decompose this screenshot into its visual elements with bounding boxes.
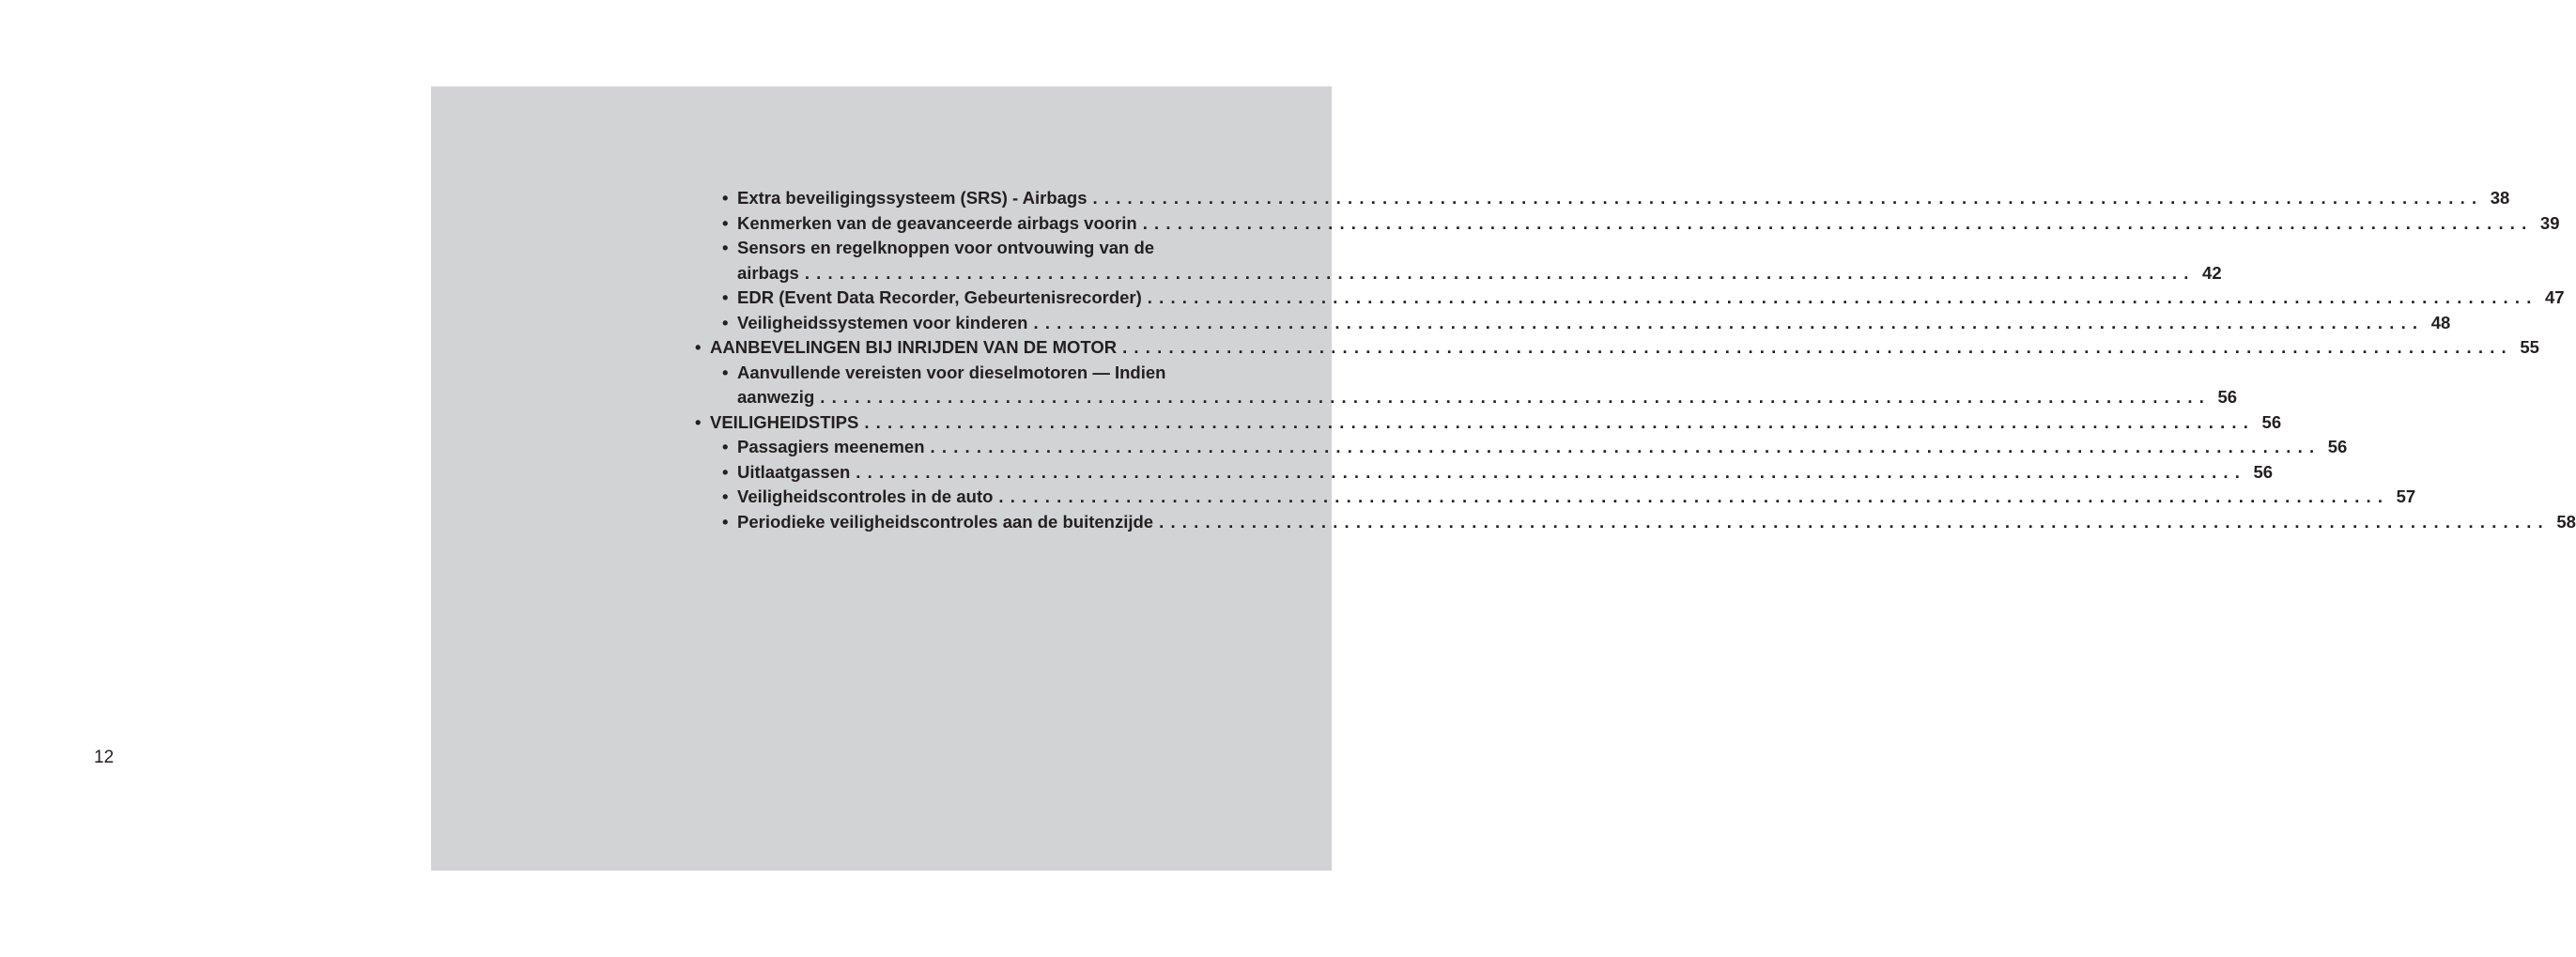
bullet-icon: • <box>722 362 729 382</box>
bullet-icon: • <box>722 461 729 482</box>
leader-dots: ........................................................................................................................ <box>864 411 2256 432</box>
toc-entry-label: aanwezig <box>737 387 815 407</box>
leader-dots: ........................................................................................................................ <box>930 437 2321 456</box>
toc-entry[interactable] <box>695 361 2238 410</box>
toc-section[interactable] <box>695 335 2539 361</box>
toc-section-label: AANBEVELINGEN BIJ INRIJDEN VAN DE MOTOR <box>710 337 1118 357</box>
bullet-icon: • <box>722 437 729 456</box>
leader-dots: ........................................................................................................................ <box>1159 511 2550 532</box>
toc-entry-label: Kenmerken van de geavanceerde airbags voorin <box>737 212 1137 233</box>
leader-dots: ........................................................................................................................ <box>1092 188 2484 208</box>
bullet-icon: • <box>722 212 729 233</box>
toc-entry[interactable] <box>695 186 2510 211</box>
toc-entry[interactable] <box>695 460 2274 486</box>
toc-entry-page: 56 <box>2217 387 2238 407</box>
table-of-contents <box>695 186 2576 534</box>
bullet-icon: • <box>722 511 729 532</box>
toc-entry[interactable] <box>695 311 2451 336</box>
page-number: 12 <box>94 748 115 767</box>
toc-entry[interactable] <box>695 435 2348 460</box>
toc-entry-page: 38 <box>2490 188 2510 208</box>
leader-dots: ........................................................................................................................ <box>804 262 2196 283</box>
toc-entry-page: 47 <box>2545 287 2565 307</box>
toc-section-page: 55 <box>2520 337 2539 357</box>
bullet-icon: • <box>722 312 729 332</box>
toc-entry-page: 57 <box>2396 486 2416 506</box>
toc-entry-page: 56 <box>2327 437 2348 456</box>
toc-entry-page: 58 <box>2556 511 2576 532</box>
toc-section-page: 56 <box>2261 411 2282 432</box>
leader-dots: ........................................................................................................................ <box>1033 312 2425 332</box>
leader-dots: ........................................................................................................................ <box>1147 287 2538 307</box>
bullet-icon: • <box>722 188 729 208</box>
toc-entry-label-line1: Aanvullende vereisten voor dieselmotoren — Indien <box>737 362 1166 382</box>
bullet-icon: • <box>695 411 702 432</box>
toc-entry-label: EDR (Event Data Recorder, Gebeurtenisrecorder) <box>737 287 1142 307</box>
toc-entry-label: Veiligheidssystemen voor kinderen <box>737 312 1028 332</box>
toc-entry-page: 39 <box>2539 212 2560 233</box>
leader-dots: ........................................................................................................................ <box>1122 337 2513 357</box>
leader-dots: ........................................................................................................................ <box>820 387 2212 407</box>
toc-entry[interactable] <box>695 485 2416 510</box>
bullet-icon: • <box>722 238 729 257</box>
toc-entry-page: 48 <box>2430 312 2451 332</box>
toc-section[interactable] <box>695 410 2282 436</box>
bullet-icon: • <box>695 337 702 357</box>
toc-entry-label: Veiligheidscontroles in de auto <box>737 486 994 506</box>
toc-entry-label: Uitlaatgassen <box>737 461 851 482</box>
leader-dots: ........................................................................................................................ <box>856 461 2247 482</box>
toc-entry-page: 42 <box>2202 262 2222 283</box>
leader-dots: ........................................................................................................................ <box>1142 212 2534 233</box>
toc-entry-label: Periodieke veiligheidscontroles aan de buitenzijde <box>737 511 1154 532</box>
toc-entry-label: Extra beveiligingssysteem (SRS) - Airbags <box>737 188 1087 208</box>
bullet-icon: • <box>722 486 729 506</box>
toc-section-label: VEILIGHEIDSTIPS <box>710 411 859 432</box>
toc-entry-label: airbags <box>737 262 799 283</box>
toc-entry[interactable] <box>695 236 2222 286</box>
toc-entry-label-line1: Sensors en regelknoppen voor ontvouwing van de <box>737 238 1155 257</box>
toc-entry[interactable] <box>695 211 2560 237</box>
toc-entry-page: 56 <box>2253 461 2274 482</box>
leader-dots: ........................................................................................................................ <box>998 486 2390 506</box>
toc-entry[interactable] <box>695 286 2565 311</box>
toc-entry[interactable] <box>695 510 2576 535</box>
toc-entry-label: Passagiers meenemen <box>737 437 925 456</box>
bullet-icon: • <box>722 287 729 307</box>
